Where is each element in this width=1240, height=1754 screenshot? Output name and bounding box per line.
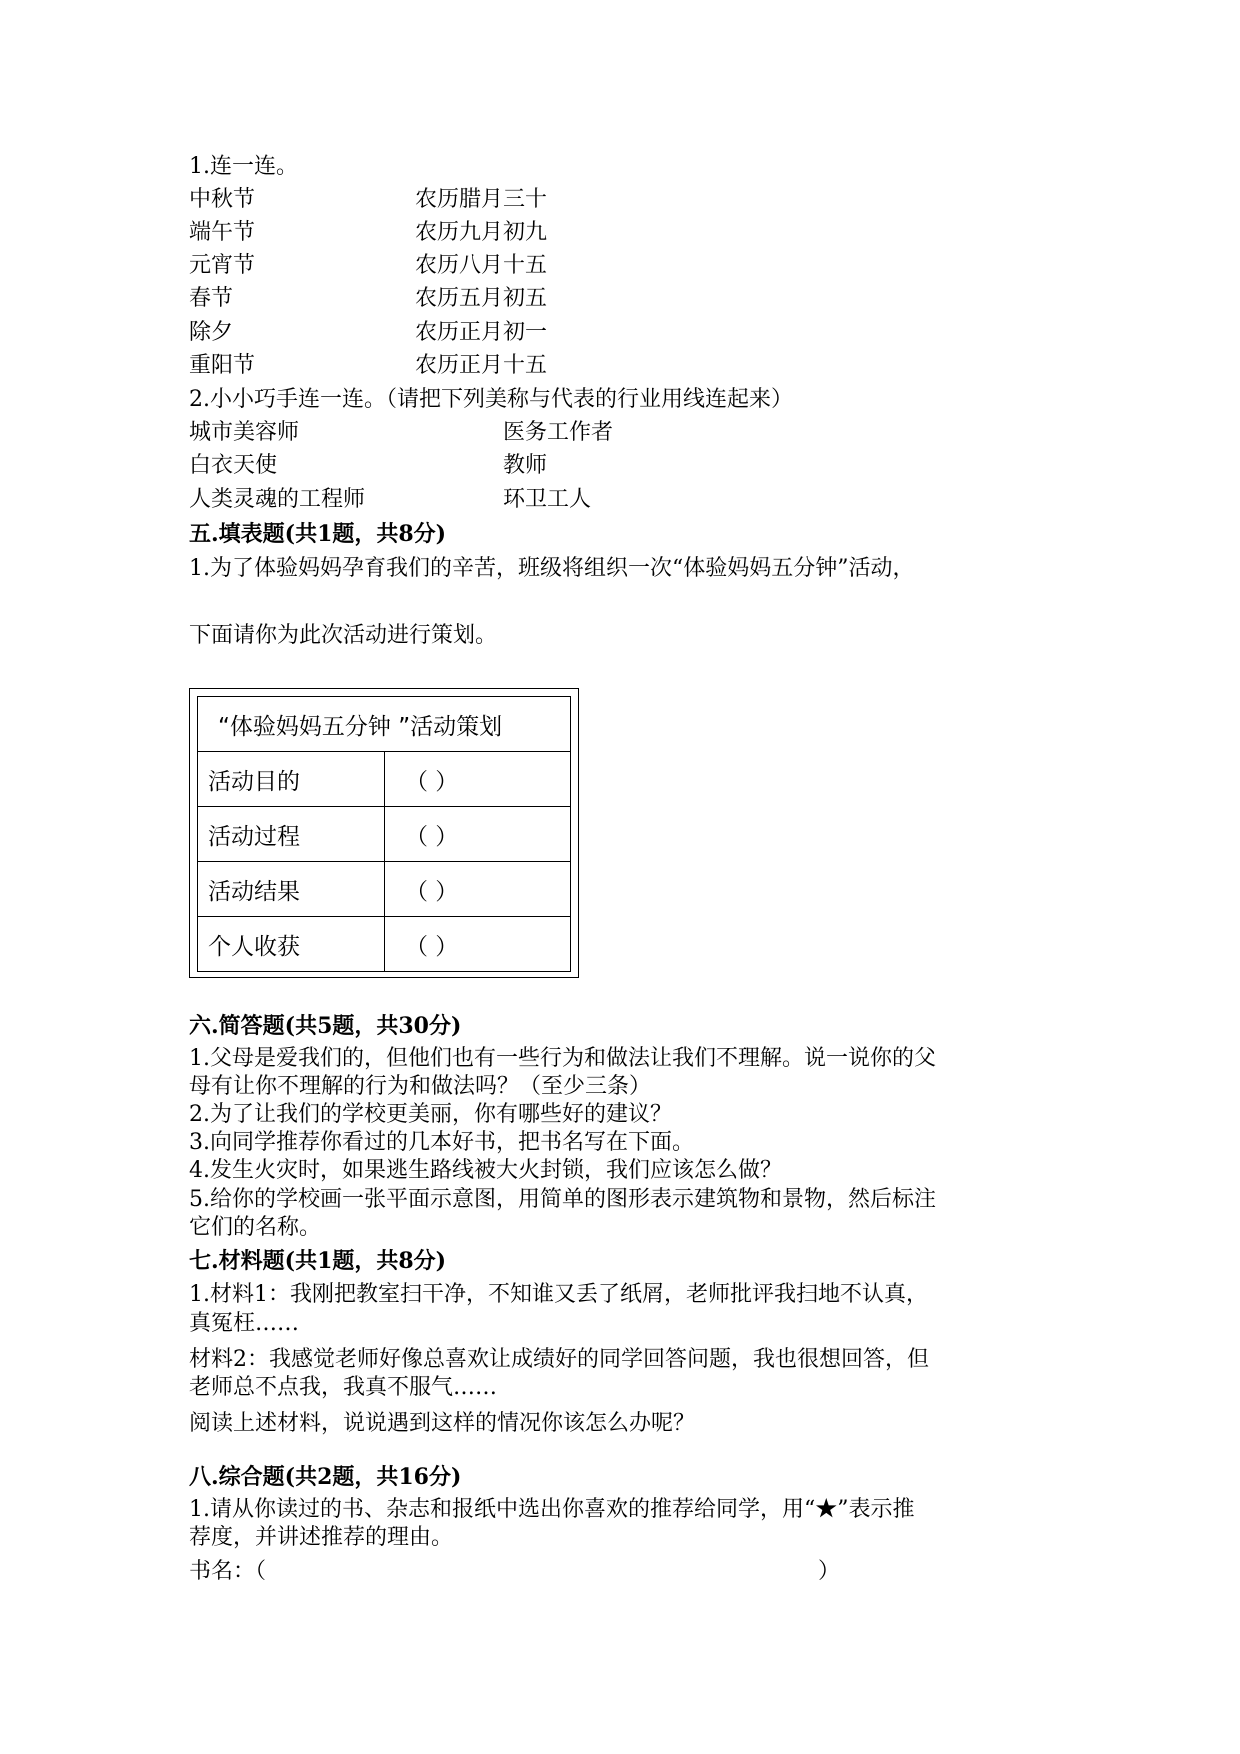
row-label: 活动结果 (198, 862, 385, 917)
table-row (198, 917, 571, 972)
row-label: 活动过程 (198, 807, 385, 862)
question-text: 5.给你的学校画一张平面示意图，用简单的图形表示建筑物和景物，然后标注 (189, 1187, 936, 1212)
answer-blank[interactable]: （ ） (385, 862, 571, 917)
question-text: 3.向同学推荐你看过的几本好书，把书名写在下面。 (189, 1130, 694, 1155)
date-item: 农历五月初五 (415, 286, 548, 311)
title-item: 白衣天使 (189, 453, 278, 478)
row-label: 活动目的 (198, 752, 385, 807)
profession-item: 教师 (503, 453, 548, 478)
section-heading: 七.材料题(共1题，共8分) (189, 1248, 447, 1274)
plan-table-frame (189, 688, 579, 978)
question-text: 阅读上述材料，说说遇到这样的情况你该怎么办呢？ (189, 1411, 696, 1436)
answer-blank[interactable]: （ ） (385, 752, 571, 807)
section-heading: 六.简答题(共5题，共30分) (189, 1013, 462, 1039)
festival-item: 中秋节 (189, 187, 256, 212)
date-item: 农历正月初一 (415, 320, 548, 345)
question-text: 母有让你不理解的行为和做法吗？（至少三条） (189, 1074, 652, 1099)
festival-item: 端午节 (189, 220, 256, 245)
table-row (198, 807, 571, 862)
festival-item: 元宵节 (189, 253, 256, 278)
question-text: 2.为了让我们的学校更美丽，你有哪些好的建议？ (189, 1102, 672, 1127)
table-row (198, 862, 571, 917)
festival-item: 除夕 (189, 320, 234, 345)
title-item: 人类灵魂的工程师 (189, 487, 366, 512)
question-text: 老师总不点我，我真不服气…… (189, 1375, 498, 1400)
question-text: 下面请你为此次活动进行策划。 (189, 623, 498, 648)
date-item: 农历九月初九 (415, 220, 548, 245)
answer-blank[interactable]: （ ） (385, 807, 571, 862)
profession-item: 医务工作者 (503, 420, 614, 445)
question-text: 4.发生火灾时，如果逃生路线被大火封锁，我们应该怎么做？ (189, 1158, 782, 1183)
book-name-close: ） (818, 1559, 841, 1584)
section-heading: 八.综合题(共2题，共16分) (189, 1464, 462, 1490)
festival-item: 重阳节 (189, 353, 256, 378)
q1-title: 1.连一连。 (189, 154, 298, 179)
section-heading: 五.填表题(共1题，共8分) (189, 521, 447, 547)
question-text: 材料2：我感觉老师好像总喜欢让成绩好的同学回答问题，我也很想回答，但 (189, 1347, 929, 1372)
question-text: 真冤枉…… (189, 1311, 300, 1336)
question-text: 它们的名称。 (189, 1215, 322, 1240)
date-item: 农历八月十五 (415, 253, 548, 278)
festival-item: 春节 (189, 286, 234, 311)
question-text: 1.父母是爱我们的，但他们也有一些行为和做法让我们不理解。说一说你的父 (189, 1046, 936, 1071)
plan-table (197, 696, 571, 972)
question-text: 1.请从你读过的书、杂志和报纸中选出你喜欢的推荐给同学，用“★”表示推 (189, 1497, 915, 1522)
table-row (198, 752, 571, 807)
table-title: “体验妈妈五分钟 ”活动策划 (198, 697, 571, 752)
date-item: 农历正月十五 (415, 353, 548, 378)
question-text: 1.材料1：我刚把教室扫干净，不知谁又丢了纸屑，老师批评我扫地不认真， (189, 1282, 928, 1307)
book-name-label: 书名：（ (189, 1559, 267, 1584)
date-item: 农历腊月三十 (415, 187, 548, 212)
profession-item: 环卫工人 (503, 487, 592, 512)
question-text: 1.为了体验妈妈孕育我们的辛苦，班级将组织一次“体验妈妈五分钟”活动， (189, 556, 915, 581)
title-item: 城市美容师 (189, 420, 300, 445)
row-label: 个人收获 (198, 917, 385, 972)
question-text: 荐度，并讲述推荐的理由。 (189, 1525, 454, 1550)
answer-blank[interactable]: （ ） (385, 917, 571, 972)
q2-title: 2.小小巧手连一连。（请把下列美称与代表的行业用线连起来） (189, 387, 793, 412)
